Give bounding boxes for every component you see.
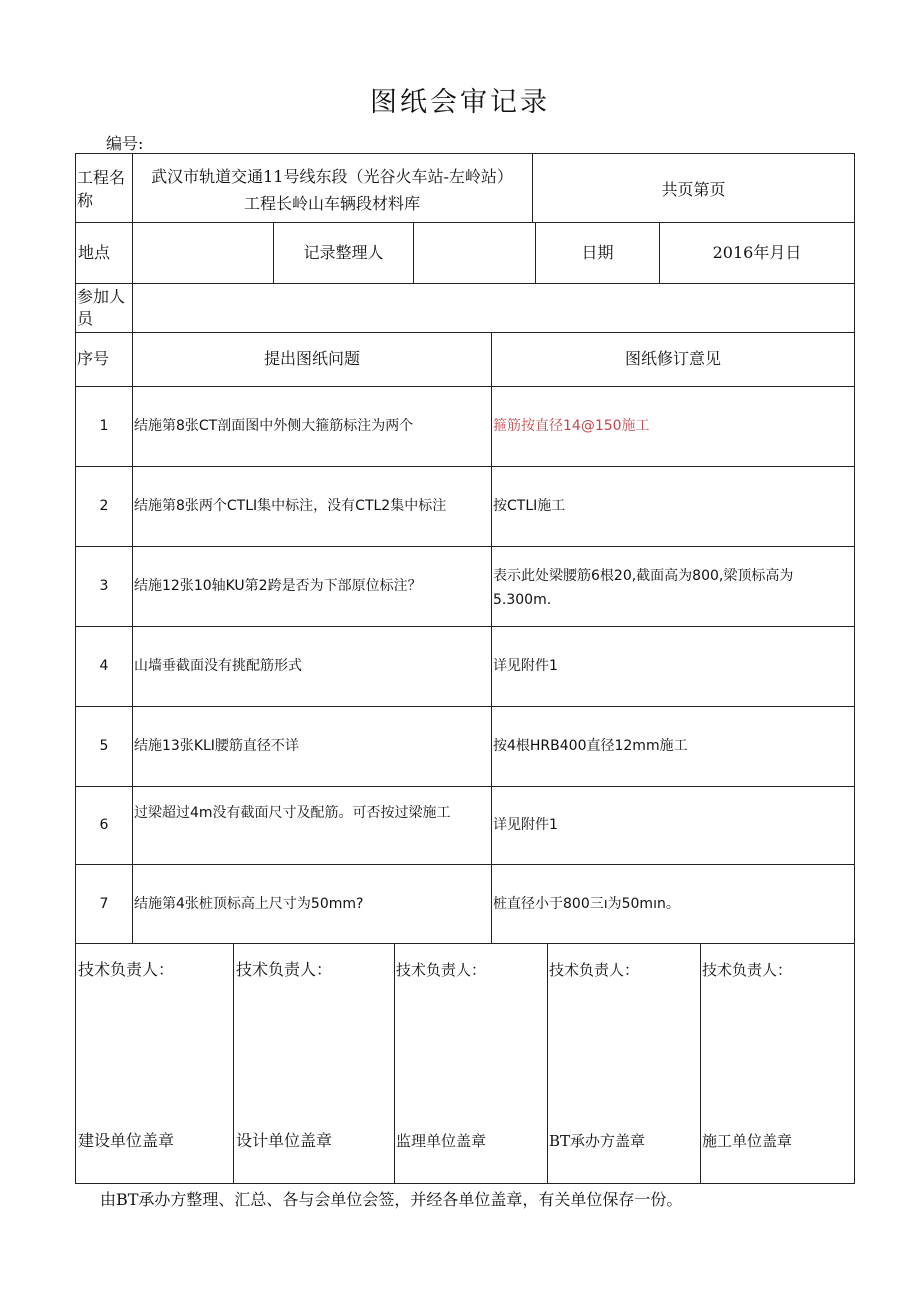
date-label: 日期 — [581, 243, 614, 262]
page-title: 图纸会审记录 — [370, 87, 550, 118]
row-seq: 4 — [99, 658, 109, 674]
document-number-label: 编号: — [106, 134, 144, 153]
row-revision: 详见附件1 — [493, 658, 558, 674]
row-issue: 山墙垂截面没有挑配筋形式 — [134, 658, 302, 674]
row-seq: 2 — [99, 498, 109, 514]
row-revision: 详见附件1 — [493, 817, 558, 833]
technical-lead-label: 技术负责人： — [78, 960, 175, 979]
technical-lead-label: 技术负责人： — [702, 961, 793, 979]
row-issue: 结施第8张两个CTLI集中标注，没有CTL2集中标注 — [134, 498, 447, 514]
participants-label: 参加人员 — [77, 287, 126, 328]
row-revision: 按4根HRB400直径12mm施工 — [493, 738, 688, 754]
location-label: 地点 — [78, 243, 111, 262]
supervision-unit-seal-label: 监理单位盖章 — [396, 1132, 487, 1150]
recorder-label: 记录整理人 — [303, 243, 384, 262]
row-revision: 按CTLI施工 — [493, 498, 566, 514]
technical-lead-label: 技术负责人： — [396, 961, 487, 979]
row-seq: 7 — [99, 896, 109, 912]
row-issue: 结施第4张桩顶标高上尺寸为50mm? — [134, 896, 364, 912]
bt-contractor-seal-label: BT承办方盖章 — [549, 1132, 646, 1150]
project-name-line1: 武汉市轨道交通11号线东段（光谷火车站-左岭站） — [151, 167, 513, 186]
row-revision: 表示此处梁腰筋6根20,截面高为800,梁顶标高为5.300m. — [493, 568, 794, 608]
row-seq: 5 — [99, 738, 109, 754]
row-seq: 6 — [99, 817, 109, 833]
construction-unit-seal-label: 施工单位盖章 — [702, 1132, 793, 1150]
row-revision: 桩直径小于800三ı为50mın。 — [493, 896, 680, 912]
construction-owner-seal-label: 建设单位盖章 — [78, 1131, 175, 1150]
row-issue: 结施12张10轴KU第2跨是否为下部原位标注？ — [134, 578, 422, 594]
column-header-revision: 图纸修订意见 — [624, 349, 721, 368]
page-info: 共页第页 — [661, 180, 726, 199]
footer-note: 由BT承办方整理、汇总、各与会单位会签，并经各单位盖章，有关单位保存一份。 — [100, 1190, 683, 1209]
column-header-seq: 序号 — [77, 349, 110, 368]
row-issue: 过梁超过4m没有截面尺寸及配筋。可否按过梁施工 — [134, 805, 451, 821]
date-value: 2016年月日 — [712, 243, 802, 262]
technical-lead-label: 技术负责人： — [549, 961, 640, 979]
column-header-issue: 提出图纸问题 — [263, 349, 360, 368]
project-label: 工程名称 — [77, 168, 126, 210]
row-revision: 箍筋按直径14@150施工 — [493, 418, 650, 434]
row-issue: 结施第8张CT剖面图中外侧大箍筋标注为两个 — [134, 418, 414, 434]
row-seq: 3 — [99, 578, 109, 594]
design-unit-seal-label: 设计单位盖章 — [236, 1131, 333, 1150]
technical-lead-label: 技术负责人： — [236, 960, 333, 979]
project-name-line2: 工程长岭山车辆段材料库 — [243, 194, 420, 213]
row-issue: 结施13张KLI腰筋直径不详 — [134, 738, 299, 754]
row-seq: 1 — [99, 418, 109, 434]
